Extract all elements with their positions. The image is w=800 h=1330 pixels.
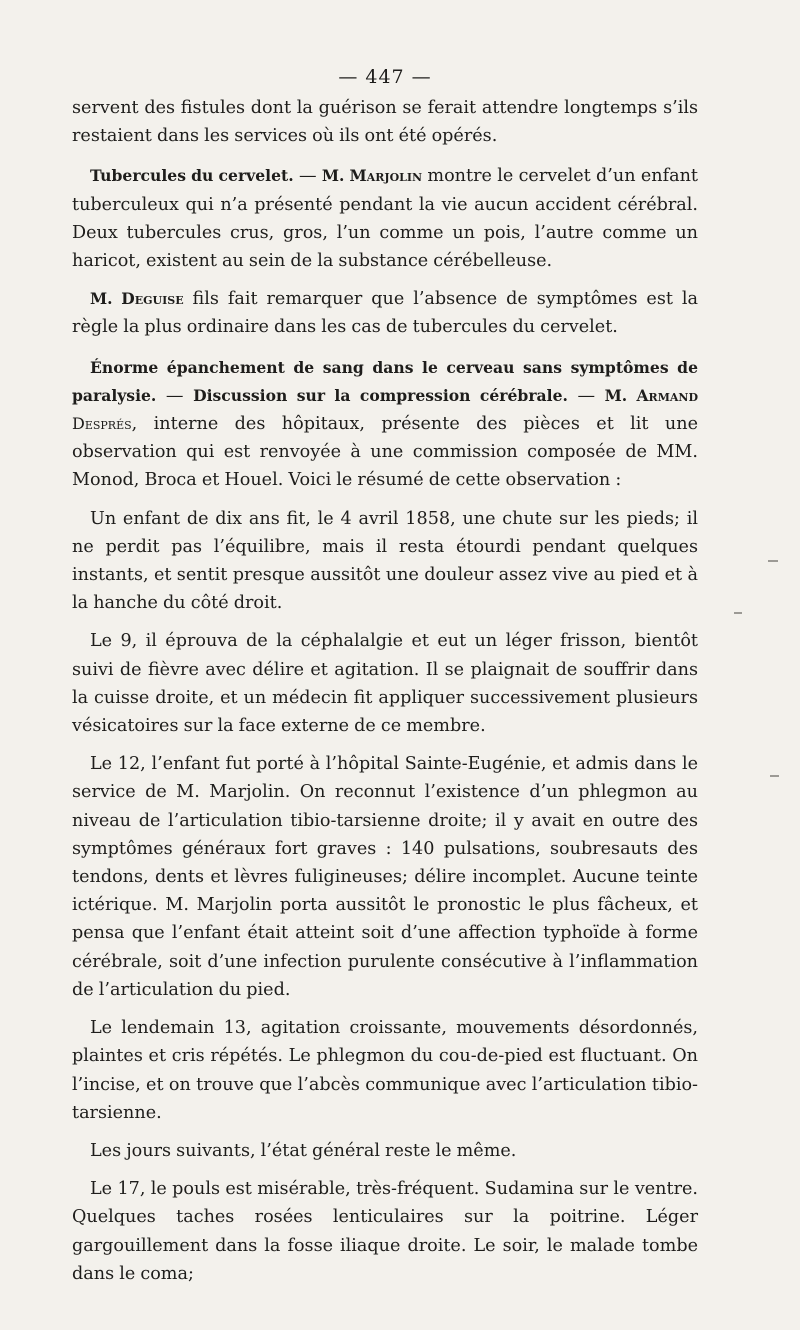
speaker-title: M. Armand [604,385,698,405]
heading-separator: — [293,166,322,187]
book-page [72,62,698,1284]
paragraph-le-9: Le 9, il éprouva de la céphalalgie et eut un léger frisson, bientôt suivi de fièvre avec délire et agitation. Il se plaignait de souffrir dans la cuisse droite, et un médecin fit appliquer successivement plusieurs vésicatoires sur la face externe de ce membre. [72,631,698,737]
speaker-name: M. Deguise [90,289,184,309]
page-number: — 447 — [338,66,432,88]
paragraph-le-12: Le 12, l’enfant fut porté à l’hôpital Sainte-Eugénie, et admis dans le service de M. Marjolin. On reconnut l’existence d’un phlegmon au niveau de l’articulation tibio-tarsienne droite; il y avait en outre des symptômes généraux fort graves : 140 pulsations, soubresauts des tendons, dents et lèvres fuligineuses; délire incomplet. Aucune teinte ictérique. M. Marjolin porta aussitôt le pronostic le plus fâcheux, et pensa que l’enfant était atteint soit d’une affection typhoïde à forme cérébrale, soit d’une infection purulente consécutive à l’inflammation de l’articulation du pied. [72,754,698,1000]
section-subheading: Discussion sur la compression cérébrale. [193,385,568,405]
section-heading: Énorme épanchement de sang dans le cerveau sans symptômes de paralysie. [72,357,698,405]
section-tubercules-cervelet [72,162,698,275]
section-text: , interne des hôpitaux, présente des pièces et lit une observation qui est renvoyée à une commission composée de MM. Monod, Broca et Houel. Voici le résumé de cette observation : [72,414,698,491]
paragraph-deguise [72,285,698,341]
section-text: montre le cervelet d’un enfant tuberculeux qui n’a présenté pendant la vie aucun accident cérébral. Deux tubercules crus, gros, l’un comme un pois, l’autre comme un haricot, existent au sein de la substance cérébelleuse. [72,166,698,272]
margin-mark [770,775,779,777]
paragraph-le-17: Le 17, le pouls est misérable, très-fréquent. Sudamina sur le ventre. Quelques taches rosées lenticulaires sur la poitrine. Léger gargouillement dans la fosse iliaque droite. Le soir, le malade tombe dans le coma; [72,1179,698,1284]
heading-separator: — [156,385,194,406]
paragraph-text: fils fait remarquer que l’absence de symptômes est la règle la plus ordinaire dans les cas de tubercules du cervelet. [72,289,698,338]
margin-mark [734,612,742,614]
section-heading: Tubercules du cervelet. [90,166,294,186]
paragraph-jours-suivants: Les jours suivants, l’état général reste le même. [90,1140,517,1161]
paragraph-le-lendemain: Le lendemain 13, agitation croissante, mouvements désordonnés, plaintes et cris répétés. Le phlegmon du cou-de-pied est fluctuant. On l’incise, et on trouve que l’abcès communique avec l’articulation tibio-tarsienne. [72,1018,698,1123]
speaker-name: Després [72,414,132,434]
speaker-name: M. Marjolin [321,166,423,186]
heading-separator: — [567,385,605,406]
paragraph-continuation: servent des fistules dont la guérison se ferait attendre longtemps s’ils restaient dans les services où ils ont été opérés. [72,98,698,147]
section-epanchement-sang [72,354,698,495]
paragraph-observation-start: Un enfant de dix ans fit, le 4 avril 1858, une chute sur les pieds; il ne perdit pas l’équilibre, mais il resta étourdi pendant quelques instants, et sentit presque aussitôt une douleur assez vive au pied et à la hanche du côté droit. [72,508,698,614]
margin-mark [768,560,778,562]
